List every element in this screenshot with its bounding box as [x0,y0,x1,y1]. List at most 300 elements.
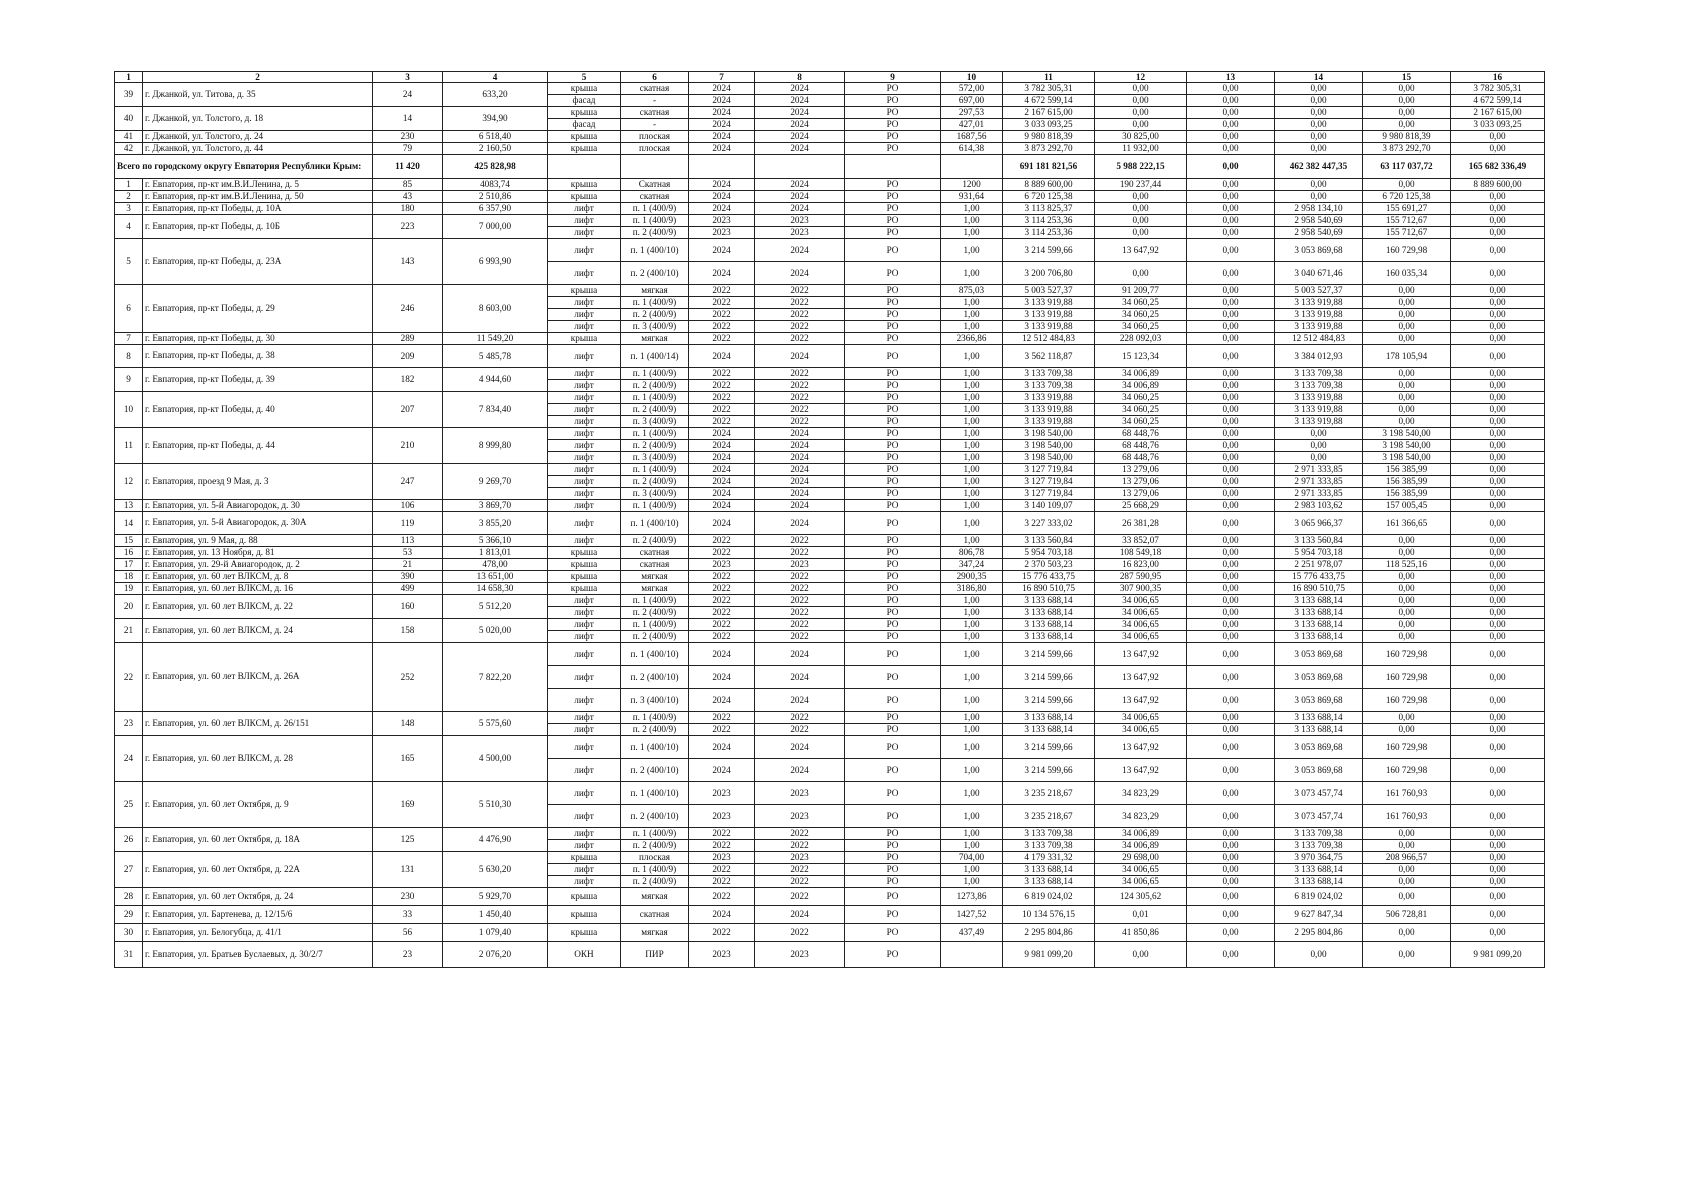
cost-cell: 0,00 [1451,607,1545,619]
total-apartments: 11 420 [373,155,443,179]
cost-cell: 3 053 869,68 [1275,736,1363,759]
cost-cell: 13 647,92 [1095,239,1187,262]
apartments-cell: 106 [373,500,443,512]
cost-cell: 0,00 [1187,689,1275,712]
row-number-cell: 12 [115,464,143,500]
work-detail-cell: - [621,95,689,107]
work-detail-cell: - [621,119,689,131]
cost-cell: 0,00 [1187,559,1275,571]
cost-cell: 5 003 527,37 [1275,285,1363,297]
cost-cell: 12 512 484,83 [1275,333,1363,345]
cost-cell: 12 512 484,83 [1003,333,1095,345]
cost-cell: 0,00 [1363,607,1451,619]
cost-cell: 34 006,89 [1095,380,1187,392]
area-cell: 4 500,00 [443,736,548,782]
method-cell: РО [845,452,941,464]
cost-cell: 34 006,65 [1095,876,1187,888]
cost-cell: 0,00 [1275,119,1363,131]
year-cell: 2024 [689,440,755,452]
cost-cell: 0,00 [1451,571,1545,583]
volume-cell: 297,53 [941,107,1003,119]
apartments-cell: 53 [373,547,443,559]
work-type-cell: лифт [548,500,621,512]
year-cell: 2024 [755,143,845,155]
work-type-cell: лифт [548,666,621,689]
year-cell: 2024 [755,262,845,285]
address-cell: г. Евпатория, ул. Белогубца, д. 41/1 [143,924,373,942]
row-number-cell: 30 [115,924,143,942]
work-type-cell: лифт [548,380,621,392]
year-cell: 2024 [755,191,845,203]
cost-cell: 3 133 688,14 [1275,595,1363,607]
apartments-cell: 180 [373,203,443,215]
cost-cell: 0,00 [1187,285,1275,297]
year-cell: 2022 [689,297,755,309]
cost-cell: 0,00 [1363,333,1451,345]
area-cell: 4 476,90 [443,828,548,852]
volume-cell: 1,00 [941,666,1003,689]
cost-cell: 0,00 [1363,547,1451,559]
row-number-cell: 20 [115,595,143,619]
volume-cell: 427,01 [941,119,1003,131]
cost-cell: 34 006,65 [1095,712,1187,724]
apartments-cell: 207 [373,392,443,428]
address-cell: г. Евпатория, пр-кт Победы, д. 10Б [143,215,373,239]
area-cell: 5 512,20 [443,595,548,619]
area-cell: 6 518,40 [443,131,548,143]
cost-cell: 3 133 919,88 [1275,309,1363,321]
apartments-cell: 230 [373,888,443,906]
work-detail-cell: п. 3 (400/9) [621,321,689,333]
table-row [115,828,1545,840]
row-number-cell: 14 [115,512,143,535]
work-detail-cell: п. 2 (400/10) [621,759,689,782]
cost-cell: 0,00 [1451,619,1545,631]
cost-cell: 2 971 333,85 [1275,488,1363,500]
work-type-cell: лифт [548,203,621,215]
work-type-cell: лифт [548,345,621,368]
work-type-cell: лифт [548,297,621,309]
work-type-cell: крыша [548,333,621,345]
cost-cell: 0,00 [1187,840,1275,852]
cost-cell: 157 005,45 [1363,500,1451,512]
header-cell: 7 [689,72,755,83]
cost-cell: 0,00 [1187,547,1275,559]
method-cell: РО [845,583,941,595]
cost-cell: 2 167 615,00 [1003,107,1095,119]
cost-cell: 3 133 688,14 [1275,864,1363,876]
cost-cell: 0,00 [1095,191,1187,203]
volume-cell: 1427,52 [941,906,1003,924]
method-cell: РО [845,440,941,452]
year-cell: 2024 [755,476,845,488]
volume-cell: 704,00 [941,852,1003,864]
volume-cell: 1,00 [941,864,1003,876]
row-number-cell: 4 [115,215,143,239]
year-cell: 2023 [755,852,845,864]
cost-cell: 0,00 [1451,368,1545,380]
total-cost-cell: 165 682 336,49 [1451,155,1545,179]
year-cell: 2024 [689,143,755,155]
year-cell: 2022 [689,712,755,724]
work-type-cell: лифт [548,239,621,262]
apartments-cell: 223 [373,215,443,239]
cost-cell: 0,00 [1451,724,1545,736]
row-number-cell: 5 [115,239,143,285]
volume-cell: 1,00 [941,595,1003,607]
cost-cell: 3 113 825,37 [1003,203,1095,215]
cost-cell: 3 053 869,68 [1275,759,1363,782]
work-type-cell: лифт [548,828,621,840]
work-detail-cell: скатная [621,191,689,203]
volume-cell: 1,00 [941,736,1003,759]
work-type-cell: лифт [548,759,621,782]
cost-cell: 3 133 709,38 [1003,368,1095,380]
row-number-cell: 11 [115,428,143,464]
cost-cell: 3 127 719,84 [1003,476,1095,488]
cost-cell: 0,00 [1451,876,1545,888]
year-cell: 2022 [689,404,755,416]
area-cell: 3 869,70 [443,500,548,512]
cost-cell: 0,00 [1275,452,1363,464]
table-row [115,392,1545,404]
work-type-cell: крыша [548,179,621,191]
volume-cell: 1,00 [941,782,1003,805]
cost-cell: 0,00 [1451,559,1545,571]
year-cell: 2022 [755,840,845,852]
method-cell: РО [845,476,941,488]
volume-cell: 1,00 [941,404,1003,416]
cost-cell: 4 179 331,32 [1003,852,1095,864]
cost-cell: 0,00 [1187,759,1275,782]
work-detail-cell: п. 1 (400/10) [621,736,689,759]
method-cell: РО [845,852,941,864]
address-cell: г. Джанкой, ул. Толстого, д. 18 [143,107,373,131]
year-cell: 2024 [755,345,845,368]
cost-cell: 3 133 919,88 [1003,416,1095,428]
cost-cell: 0,00 [1363,828,1451,840]
volume-cell: 1,00 [941,840,1003,852]
volume-cell: 1,00 [941,239,1003,262]
cost-cell: 0,00 [1451,643,1545,666]
cost-cell: 0,00 [1275,107,1363,119]
volume-cell: 2900,35 [941,571,1003,583]
cost-cell: 3 198 540,00 [1003,428,1095,440]
cost-cell: 0,00 [1187,888,1275,906]
area-cell: 7 000,00 [443,215,548,239]
cost-cell: 34 823,29 [1095,782,1187,805]
year-cell: 2022 [689,333,755,345]
cost-cell: 3 133 688,14 [1003,607,1095,619]
year-cell: 2022 [689,535,755,547]
work-detail-cell: п. 1 (400/9) [621,595,689,607]
area-cell: 2 160,50 [443,143,548,155]
cost-cell: 0,00 [1187,345,1275,368]
work-detail-cell: п. 2 (400/9) [621,876,689,888]
cost-cell: 0,00 [1451,906,1545,924]
cost-cell: 287 590,95 [1095,571,1187,583]
table-row [115,107,1545,119]
table-row [115,559,1545,571]
work-detail-cell: мягкая [621,285,689,297]
cost-cell: 0,00 [1451,191,1545,203]
cost-cell: 160 729,98 [1363,736,1451,759]
cost-cell: 0,00 [1187,666,1275,689]
cost-cell: 0,00 [1187,488,1275,500]
work-type-cell: крыша [548,583,621,595]
work-detail-cell: Скатная [621,179,689,191]
total-label: Всего по городскому округу Евпатория Республики Крым: [115,155,373,179]
cost-cell: 34 006,89 [1095,828,1187,840]
cost-cell: 3 235 218,67 [1003,805,1095,828]
volume-cell: 1,00 [941,297,1003,309]
cost-cell: 3 782 305,31 [1451,83,1545,95]
cost-cell: 0,00 [1451,215,1545,227]
cost-cell: 0,00 [1363,392,1451,404]
row-number-cell: 15 [115,535,143,547]
cost-cell: 0,00 [1451,583,1545,595]
year-cell: 2024 [689,759,755,782]
work-detail-cell: п. 1 (400/9) [621,368,689,380]
method-cell: РО [845,876,941,888]
work-type-cell: лифт [548,215,621,227]
work-detail-cell: п. 1 (400/10) [621,512,689,535]
volume-cell: 1,00 [941,380,1003,392]
cost-cell: 0,00 [1451,404,1545,416]
method-cell: РО [845,864,941,876]
year-cell: 2022 [755,416,845,428]
year-cell: 2024 [689,512,755,535]
cost-cell: 0,00 [1187,736,1275,759]
method-cell: РО [845,619,941,631]
table-row [115,535,1545,547]
year-cell: 2022 [689,876,755,888]
area-cell: 8 999,80 [443,428,548,464]
work-detail-cell: п. 1 (400/9) [621,464,689,476]
table-row [115,464,1545,476]
work-detail-cell: п. 1 (400/9) [621,712,689,724]
area-cell: 1 813,01 [443,547,548,559]
address-cell: г. Евпатория, ул. 60 лет Октября, д. 24 [143,888,373,906]
cost-cell: 13 647,92 [1095,689,1187,712]
volume-cell: 1,00 [941,476,1003,488]
volume-cell: 1,00 [941,464,1003,476]
cost-cell: 13 647,92 [1095,736,1187,759]
address-cell: г. Евпатория, ул. 60 лет ВЛКСМ, д. 28 [143,736,373,782]
method-cell: РО [845,227,941,239]
work-detail-cell: п. 2 (400/9) [621,535,689,547]
address-cell: г. Евпатория, ул. Бартенева, д. 12/15/6 [143,906,373,924]
cost-cell: 0,00 [1363,416,1451,428]
year-cell: 2022 [689,309,755,321]
address-cell: г. Евпатория, ул. 60 лет ВЛКСМ, д. 8 [143,571,373,583]
work-detail-cell: скатная [621,83,689,95]
address-cell: г. Евпатория, пр-кт Победы, д. 10А [143,203,373,215]
method-cell: РО [845,83,941,95]
row-number-cell: 42 [115,143,143,155]
cost-cell: 0,00 [1363,619,1451,631]
cost-cell: 0,00 [1363,107,1451,119]
cost-cell: 155 691,27 [1363,203,1451,215]
area-cell: 4 944,60 [443,368,548,392]
table-row [115,712,1545,724]
cost-cell: 0,00 [1095,107,1187,119]
cost-cell: 161 760,93 [1363,782,1451,805]
cost-cell: 0,00 [1451,666,1545,689]
header-cell: 10 [941,72,1003,83]
cost-cell: 3 214 599,66 [1003,666,1095,689]
method-cell: РО [845,131,941,143]
year-cell: 2024 [689,428,755,440]
cost-cell: 68 448,76 [1095,428,1187,440]
cost-cell: 2 971 333,85 [1275,464,1363,476]
year-cell: 2024 [755,83,845,95]
table-row [115,239,1545,262]
year-cell: 2022 [755,607,845,619]
cost-cell: 0,00 [1451,464,1545,476]
apartments-cell: 148 [373,712,443,736]
work-detail-cell: п. 1 (400/9) [621,392,689,404]
cost-cell: 0,00 [1187,380,1275,392]
year-cell: 2022 [689,285,755,297]
apartments-cell: 43 [373,191,443,203]
cost-cell: 155 712,67 [1363,215,1451,227]
cost-cell: 3 053 869,68 [1275,666,1363,689]
cost-cell: 3 873 292,70 [1003,143,1095,155]
cost-cell: 0,00 [1187,309,1275,321]
cost-cell: 0,00 [1363,119,1451,131]
cost-cell: 0,00 [1187,607,1275,619]
cost-cell: 3 133 919,88 [1275,297,1363,309]
cost-cell: 68 448,76 [1095,440,1187,452]
cost-cell: 5 954 703,18 [1275,547,1363,559]
method-cell: РО [845,191,941,203]
cost-cell: 3 214 599,66 [1003,689,1095,712]
area-cell: 5 630,20 [443,852,548,888]
row-number-cell: 29 [115,906,143,924]
year-cell: 2022 [755,535,845,547]
work-detail-cell: п. 1 (400/10) [621,643,689,666]
work-detail-cell: п. 2 (400/9) [621,440,689,452]
address-cell: г. Евпатория, пр-кт Победы, д. 30 [143,333,373,345]
header-cell: 4 [443,72,548,83]
volume-cell: 1,00 [941,440,1003,452]
cost-cell: 34 060,25 [1095,297,1187,309]
work-type-cell: лифт [548,805,621,828]
apartments-cell: 252 [373,643,443,712]
apartments-cell: 119 [373,512,443,535]
cost-cell: 4 672 599,14 [1003,95,1095,107]
method-cell: РО [845,345,941,368]
address-cell: г. Евпатория, ул. Братьев Буслаевых, д. 30/2/7 [143,942,373,968]
address-cell: г. Евпатория, пр-кт им.В.И.Ленина, д. 50 [143,191,373,203]
cost-cell: 0,00 [1187,107,1275,119]
work-type-cell: крыша [548,191,621,203]
address-cell: г. Евпатория, пр-кт Победы, д. 23А [143,239,373,285]
header-cell: 6 [621,72,689,83]
volume-cell: 347,24 [941,559,1003,571]
cost-cell: 307 900,35 [1095,583,1187,595]
year-cell: 2023 [689,942,755,968]
work-detail-cell: п. 2 (400/9) [621,309,689,321]
area-cell: 6 993,90 [443,239,548,285]
cost-cell: 3 073 457,74 [1275,782,1363,805]
year-cell: 2024 [689,107,755,119]
volume-cell: 1,00 [941,828,1003,840]
volume-cell: 1,00 [941,607,1003,619]
cost-cell: 0,00 [1363,95,1451,107]
year-cell: 2024 [755,906,845,924]
work-detail-cell: плоская [621,143,689,155]
cost-cell: 0,00 [1363,631,1451,643]
cost-cell: 0,00 [1187,924,1275,942]
header-cell: 5 [548,72,621,83]
cost-cell: 3 214 599,66 [1003,643,1095,666]
table-row [115,643,1545,666]
table-row [115,143,1545,155]
cost-cell: 3 133 560,84 [1003,535,1095,547]
year-cell: 2024 [755,239,845,262]
year-cell: 2022 [755,380,845,392]
apartments-cell: 165 [373,736,443,782]
table-row [115,333,1545,345]
work-type-cell: лифт [548,724,621,736]
cost-cell: 161 760,93 [1363,805,1451,828]
area-cell: 633,20 [443,83,548,107]
cost-cell: 161 366,65 [1363,512,1451,535]
work-detail-cell: п. 1 (400/9) [621,297,689,309]
year-cell: 2022 [755,924,845,942]
table-row [115,191,1545,203]
table-row [115,428,1545,440]
cost-cell: 0,00 [1095,942,1187,968]
work-type-cell: лифт [548,404,621,416]
table-row [115,131,1545,143]
cost-cell: 3 033 093,25 [1003,119,1095,131]
year-cell: 2023 [689,215,755,227]
cost-cell: 0,00 [1363,888,1451,906]
cost-cell: 34 060,25 [1095,321,1187,333]
cost-cell: 0,00 [1451,736,1545,759]
address-cell: г. Евпатория, ул. 60 лет Октября, д. 9 [143,782,373,828]
header-cell: 11 [1003,72,1095,83]
area-cell: 9 269,70 [443,464,548,500]
cost-cell: 0,00 [1451,380,1545,392]
cost-cell: 2 295 804,86 [1275,924,1363,942]
method-cell: РО [845,239,941,262]
work-detail-cell: п. 2 (400/9) [621,380,689,392]
year-cell: 2024 [689,906,755,924]
work-detail-cell: п. 1 (400/10) [621,239,689,262]
row-number-cell: 17 [115,559,143,571]
table-row [115,595,1545,607]
method-cell: РО [845,262,941,285]
year-cell: 2024 [755,428,845,440]
cost-cell: 0,00 [1451,631,1545,643]
total-cost-cell: 691 181 821,56 [1003,155,1095,179]
cost-cell: 0,00 [1451,262,1545,285]
empty-cell [548,155,621,179]
year-cell: 2024 [689,345,755,368]
cost-cell: 3 198 540,00 [1363,452,1451,464]
method-cell: РО [845,95,941,107]
method-cell: РО [845,215,941,227]
total-area: 425 828,98 [443,155,548,179]
cost-cell: 3 073 457,74 [1275,805,1363,828]
table-row [115,345,1545,368]
row-number-cell: 7 [115,333,143,345]
cost-cell: 0,00 [1451,547,1545,559]
